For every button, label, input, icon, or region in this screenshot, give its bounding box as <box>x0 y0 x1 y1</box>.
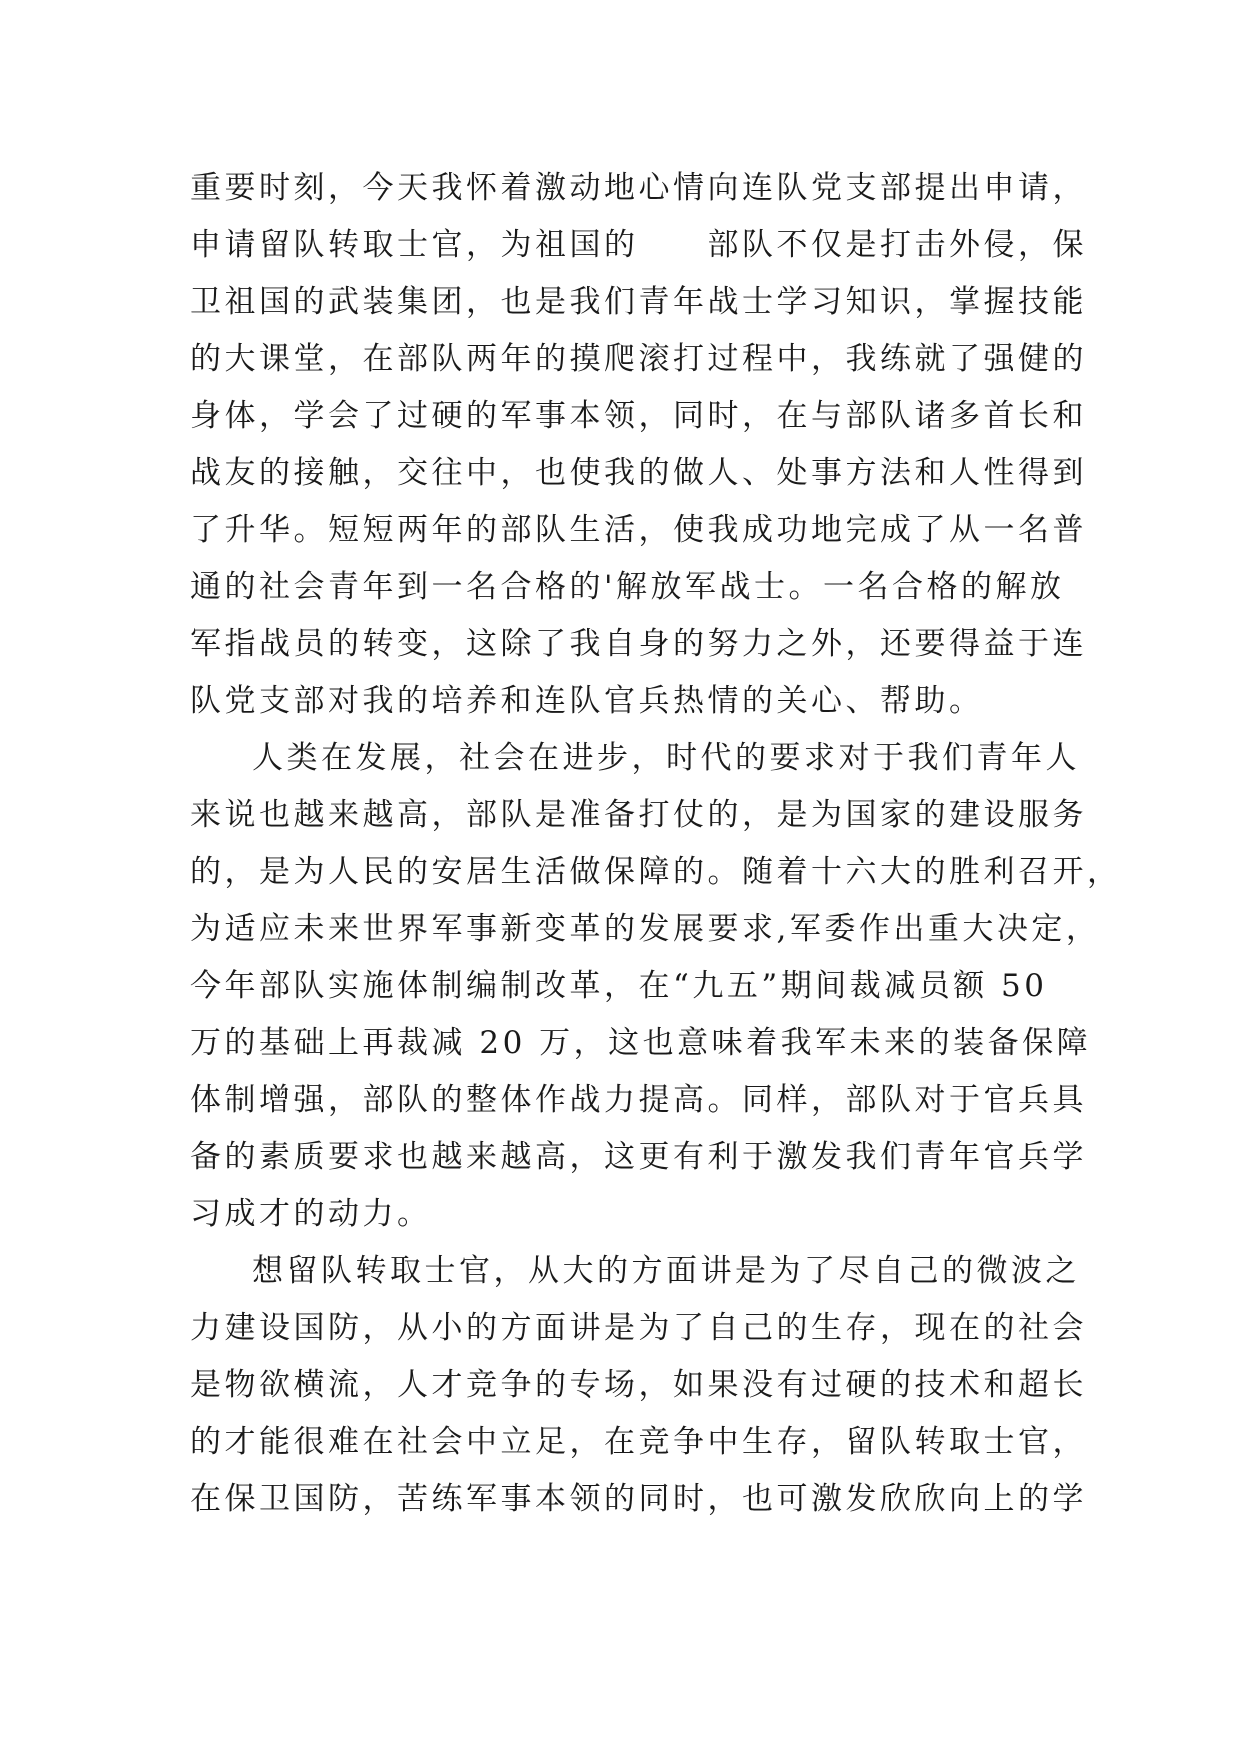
text-line: 了升华。短短两年的部队生活，使我成功地完成了从一名普 <box>190 512 1087 548</box>
text-line: 力建设国防，从小的方面讲是为了自己的生存，现在的社会 <box>190 1310 1087 1346</box>
text-line: 卫祖国的武装集团，也是我们青年战士学习知识，掌握技能 <box>190 284 1087 320</box>
text-line: 的，是为人民的安居生活做保障的。随着十六大的胜利召开， <box>190 854 1122 890</box>
text-line: 人类在发展，社会在进步，时代的要求对于我们青年人 <box>252 740 1080 776</box>
text-line: 在保卫国防，苦练军事本领的同时，也可激发欣欣向上的学 <box>190 1481 1087 1517</box>
paragraph-2 <box>190 730 1122 1243</box>
text-line: 队党支部对我的培养和连队官兵热情的关心、帮助。 <box>190 683 984 719</box>
text-line: 来说也越来越高，部队是准备打仗的，是为国家的建设服务 <box>190 797 1087 833</box>
text-line: 的大课堂，在部队两年的摸爬滚打过程中，我练就了强健的 <box>190 341 1087 377</box>
text-line: 是物欲横流，人才竞争的专场，如果没有过硬的技术和超长 <box>190 1367 1087 1403</box>
text-line: 通的社会青年到一名合格的'解放军战士。一名合格的解放 <box>190 569 1065 605</box>
text-line: 身体，学会了过硬的军事本领，同时，在与部队诸多首长和 <box>190 398 1087 434</box>
text-line: 想留队转取士官，从大的方面讲是为了尽自己的微波之 <box>252 1253 1080 1289</box>
body-text <box>190 160 1122 1528</box>
text-line: 申请留队转取士官，为祖国的 部队不仅是打击外侵，保 <box>190 227 1087 263</box>
paragraph-3 <box>190 1243 1087 1528</box>
text-line: 的才能很难在社会中立足，在竞争中生存，留队转取士官， <box>190 1424 1087 1460</box>
text-line: 战友的接触，交往中，也使我的做人、处事方法和人性得到 <box>190 455 1087 491</box>
text-line: 重要时刻，今天我怀着激动地心情向连队党支部提出申请， <box>190 170 1087 206</box>
text-line: 为适应未来世界军事新变革的发展要求,军委作出重大决定， <box>190 911 1101 947</box>
text-line: 备的素质要求也越来越高，这更有利于激发我们青年官兵学 <box>190 1139 1087 1175</box>
paragraph-1 <box>190 160 1087 730</box>
text-line: 习成才的动力。 <box>190 1196 432 1232</box>
text-line: 军指战员的转变，这除了我自身的努力之外，还要得益于连 <box>190 626 1087 662</box>
text-line: 体制增强，部队的整体作战力提高。同样，部队对于官兵具 <box>190 1082 1087 1118</box>
text-line: 今年部队实施体制编制改革，在“九五”期间裁减员额 50 <box>190 968 1048 1004</box>
text-line: 万的基础上再裁减 20 万，这也意味着我军未来的装备保障 <box>190 1025 1092 1061</box>
